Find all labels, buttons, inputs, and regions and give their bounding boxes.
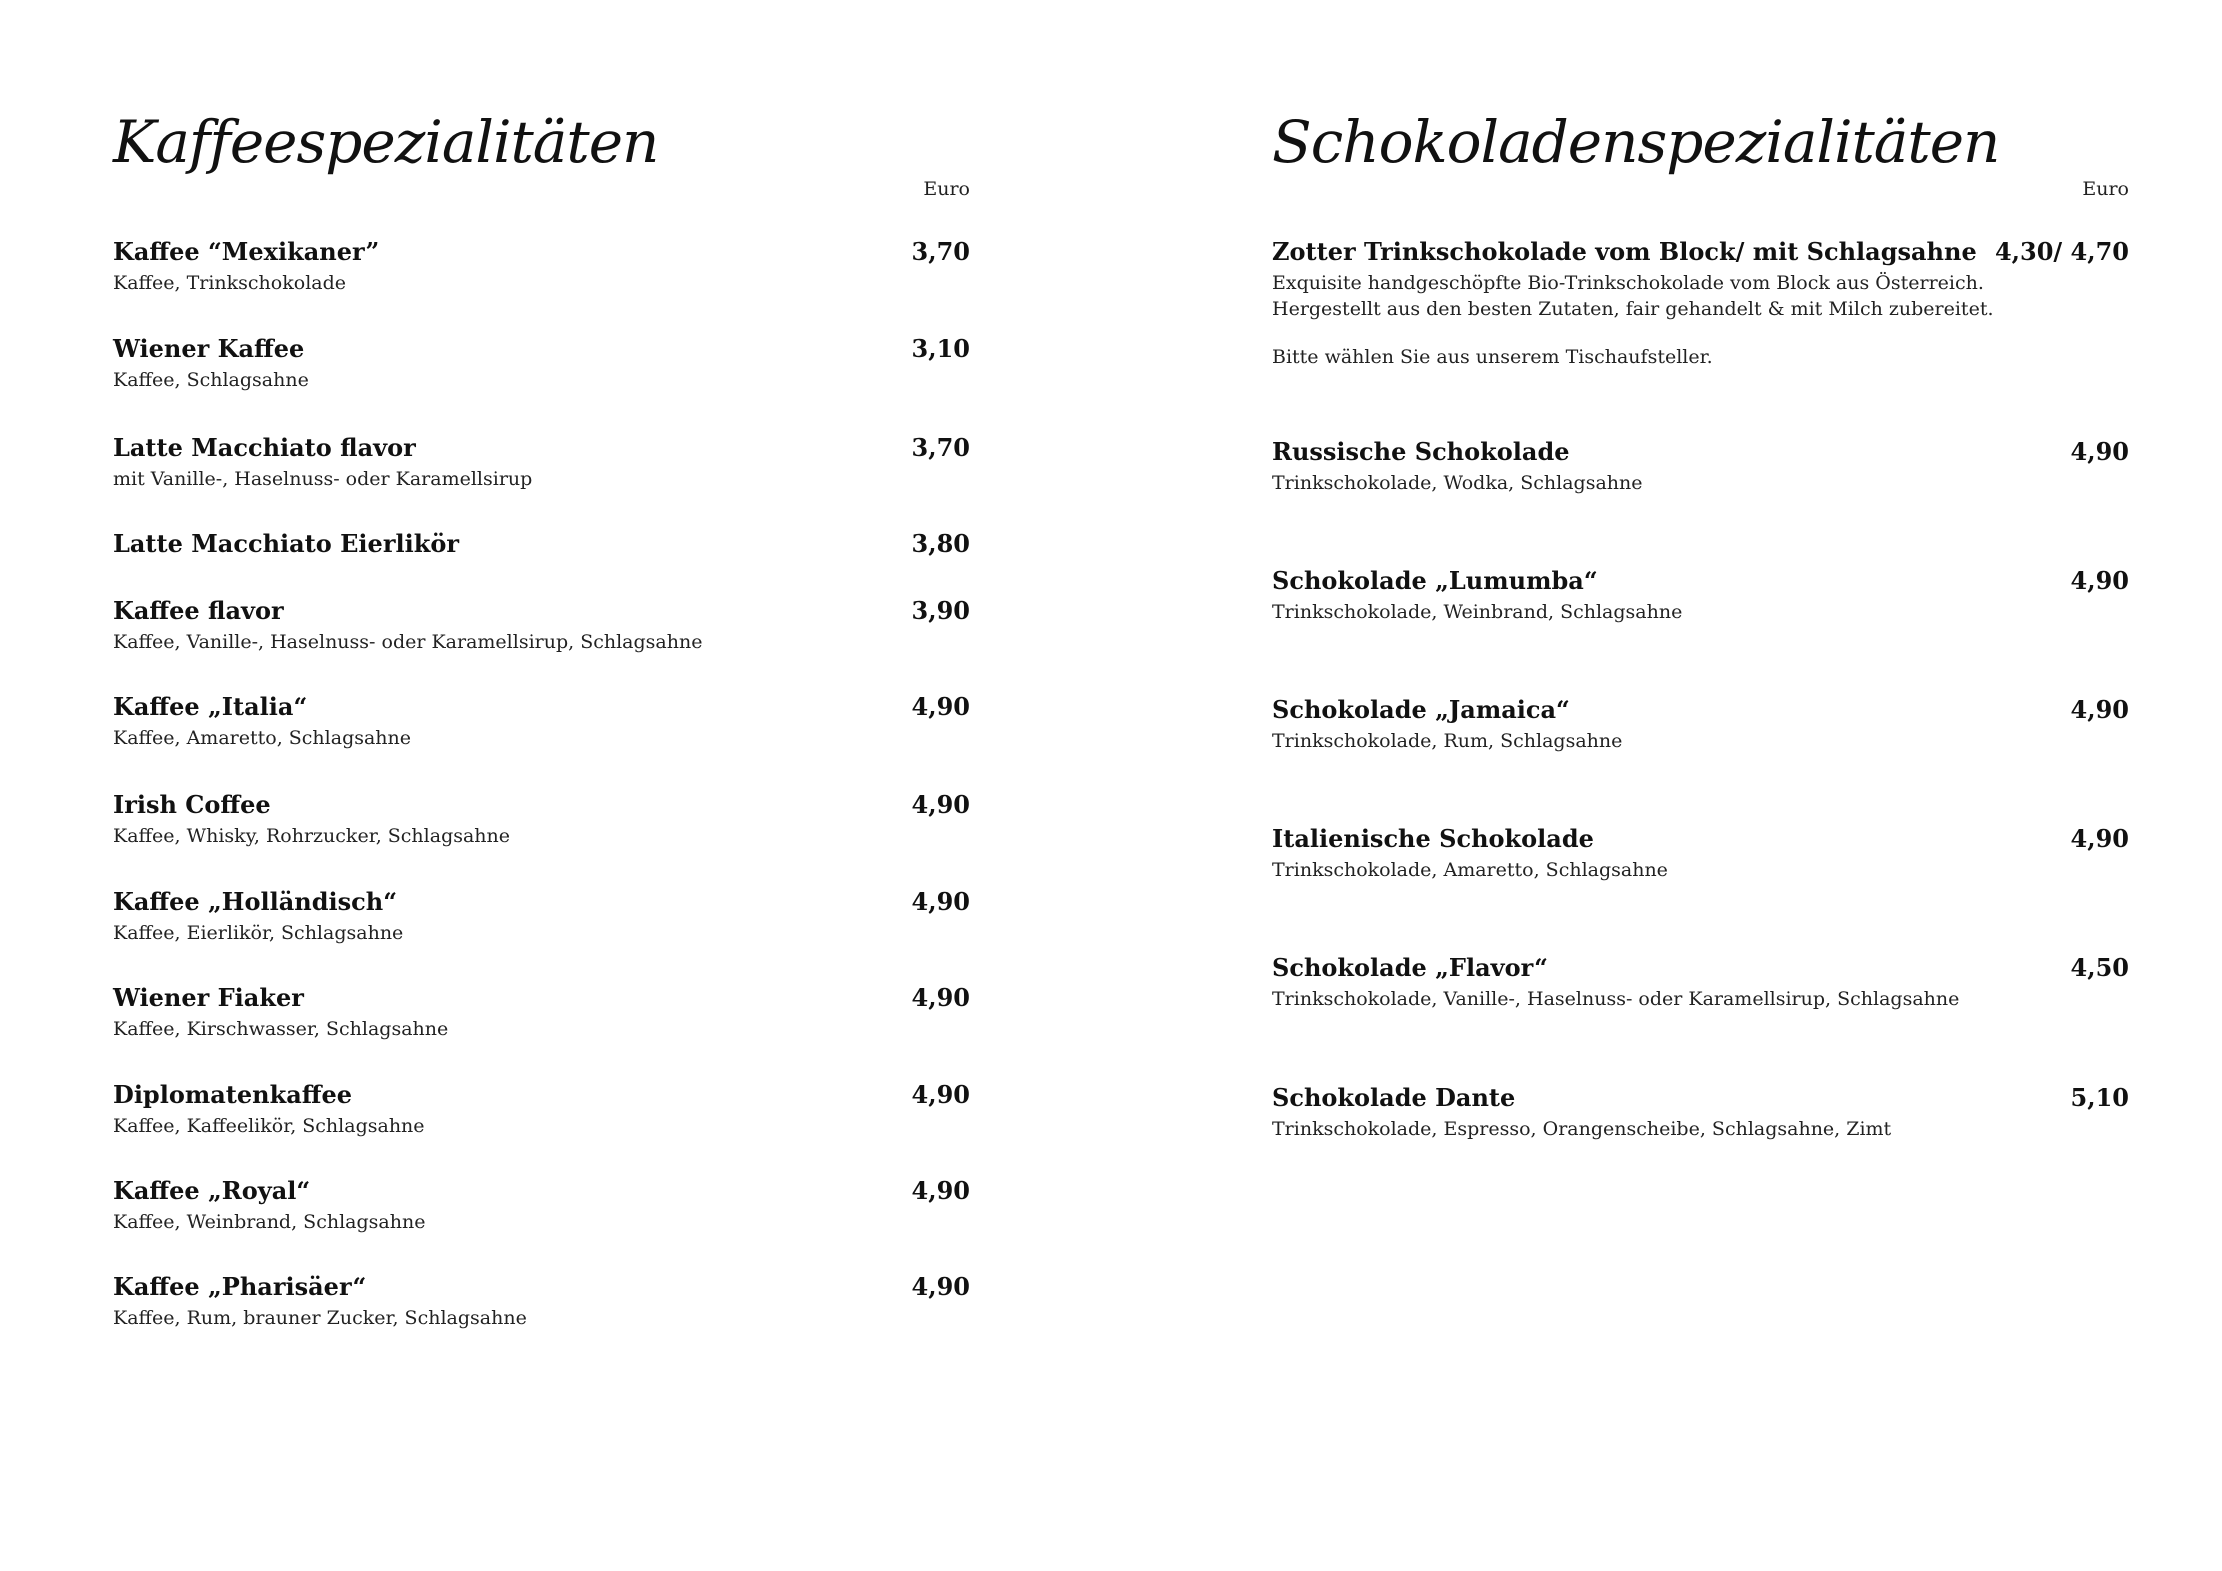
- item-price: 3,90: [911, 596, 970, 625]
- item-price: 4,90: [911, 790, 970, 819]
- item-name: Schokolade Dante: [1272, 1083, 1516, 1112]
- coffee-section-title: Kaffeespezialitäten: [113, 108, 659, 176]
- item-price: 3,70: [911, 433, 970, 462]
- item-price: 3,10: [911, 334, 970, 363]
- item-name: Schokolade „Lumumba“: [1272, 566, 1598, 595]
- item-description: Trinkschokolade, Amaretto, Schlagsahne: [1272, 859, 1668, 881]
- item-description: Trinkschokolade, Rum, Schlagsahne: [1272, 730, 1623, 752]
- item-name: Russische Schokolade: [1272, 437, 1570, 466]
- item-price: 3,70: [911, 237, 970, 266]
- coffee-currency-label: Euro: [923, 178, 970, 200]
- item-name: Zotter Trinkschokolade vom Block/ mit Schlagsahne: [1272, 237, 1977, 266]
- item-name: Latte Macchiato flavor: [113, 433, 416, 462]
- item-price: 4,90: [911, 1176, 970, 1205]
- item-name: Kaffee „Royal“: [113, 1176, 311, 1205]
- item-name: Kaffee „Italia“: [113, 692, 308, 721]
- item-name: Schokolade „Jamaica“: [1272, 695, 1570, 724]
- item-name: Wiener Kaffee: [113, 334, 305, 363]
- item-price: 4,90: [2070, 566, 2129, 595]
- item-description: Kaffee, Kaffeelikör, Schlagsahne: [113, 1115, 425, 1137]
- item-name: Kaffee „Pharisäer“: [113, 1272, 367, 1301]
- item-description: Kaffee, Trinkschokolade: [113, 272, 347, 294]
- item-description: Kaffee, Kirschwasser, Schlagsahne: [113, 1018, 449, 1040]
- item-description: Kaffee, Eierlikör, Schlagsahne: [113, 922, 404, 944]
- item-price: 4,90: [2070, 695, 2129, 724]
- item-name: Diplomatenkaffee: [113, 1080, 353, 1109]
- item-description: Exquisite handgeschöpfte Bio-Trinkschokolade vom Block aus Österreich.: [1272, 272, 1984, 294]
- item-price: 4,90: [911, 887, 970, 916]
- item-description: Trinkschokolade, Espresso, Orangenscheibe, Schlagsahne, Zimt: [1272, 1118, 1892, 1140]
- item-name: Kaffee „Holländisch“: [113, 887, 398, 916]
- item-name: Italienische Schokolade: [1272, 824, 1594, 853]
- item-description: Kaffee, Vanille-, Haselnuss- oder Karamellsirup, Schlagsahne: [113, 631, 703, 653]
- item-description: Kaffee, Rum, brauner Zucker, Schlagsahne: [113, 1307, 527, 1329]
- item-price: 5,10: [2070, 1083, 2129, 1112]
- item-price: 4,90: [911, 983, 970, 1012]
- item-description: Kaffee, Whisky, Rohrzucker, Schlagsahne: [113, 825, 511, 847]
- item-price: 4,30/ 4,70: [1994, 237, 2129, 266]
- item-description: Trinkschokolade, Weinbrand, Schlagsahne: [1272, 601, 1683, 623]
- item-description: Kaffee, Weinbrand, Schlagsahne: [113, 1211, 426, 1233]
- item-price: 4,90: [911, 692, 970, 721]
- item-name: Kaffee flavor: [113, 596, 284, 625]
- featured-note: Bitte wählen Sie aus unserem Tischaufsteller.: [1272, 346, 1713, 368]
- item-price: 4,90: [2070, 824, 2129, 853]
- item-description: Kaffee, Schlagsahne: [113, 369, 309, 391]
- item-price: 4,90: [2070, 437, 2129, 466]
- chocolate-currency-label: Euro: [2082, 178, 2129, 200]
- item-description: Hergestellt aus den besten Zutaten, fair gehandelt & mit Milch zubereitet.: [1272, 298, 1994, 320]
- item-description: Kaffee, Amaretto, Schlagsahne: [113, 727, 412, 749]
- item-description: Trinkschokolade, Wodka, Schlagsahne: [1272, 472, 1643, 494]
- item-name: Kaffee “Mexikaner”: [113, 237, 380, 266]
- item-name: Irish Coffee: [113, 790, 271, 819]
- chocolate-section-title: Schokoladenspezialitäten: [1272, 108, 2000, 176]
- item-name: Schokolade „Flavor“: [1272, 953, 1548, 982]
- item-description: mit Vanille-, Haselnuss- oder Karamellsirup: [113, 468, 533, 490]
- item-description: Trinkschokolade, Vanille-, Haselnuss- oder Karamellsirup, Schlagsahne: [1272, 988, 1960, 1010]
- item-price: 4,50: [2070, 953, 2129, 982]
- item-name: Wiener Fiaker: [113, 983, 304, 1012]
- item-price: 4,90: [911, 1080, 970, 1109]
- item-name: Latte Macchiato Eierlikör: [113, 529, 459, 558]
- item-price: 4,90: [911, 1272, 970, 1301]
- item-price: 3,80: [911, 529, 970, 558]
